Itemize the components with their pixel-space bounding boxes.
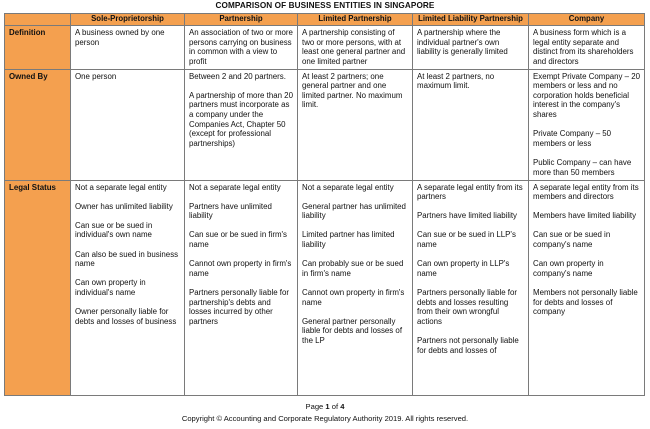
cell-paragraph: Public Company – can have more than 50 members	[533, 158, 632, 177]
cell-paragraph: Not a separate legal entity	[75, 182, 167, 192]
page-sep: of	[329, 402, 341, 411]
cell-paragraph: Can own property in company's name	[533, 259, 604, 278]
cell-paragraph: Not a separate legal entity	[302, 182, 394, 192]
cell-paragraph: Exempt Private Company – 20 members or less and no corporation holds beneficial interest in the company's shares	[533, 71, 641, 120]
cell-paragraph: Limited partner has limited liability	[302, 230, 395, 250]
row-label: Definition	[5, 26, 71, 70]
cell-paragraph: At least 2 partners, no maximum limit.	[417, 71, 495, 91]
cell-paragraph: Can also be sued in business name	[75, 249, 179, 269]
table-cell	[529, 180, 645, 395]
cell-paragraph: Can sue or be sued in individual's own name	[75, 220, 153, 240]
table-cell	[298, 69, 413, 180]
page-number	[0, 402, 650, 411]
cell-paragraph: Cannot own property in firm's name	[189, 259, 292, 278]
header-cell: Sole-Proprietorship	[71, 14, 185, 26]
cell-paragraph: Can sue or be sued in company's name	[533, 230, 611, 250]
cell-paragraph: Partners have limited liability	[417, 211, 517, 221]
table-cell	[413, 180, 529, 395]
table-row	[5, 26, 645, 70]
cell-paragraph: Owner has unlimited liability	[75, 201, 173, 211]
cell-paragraph: A partnership of more than 20 partners must incorporate as a company under the Companies Act, Chapter 50 (except for professional partnerships)	[189, 90, 293, 148]
table-cell	[413, 26, 529, 70]
page-prefix: Page	[305, 402, 326, 411]
table-cell	[185, 180, 298, 395]
table-row	[5, 180, 645, 395]
row-label: Owned By	[5, 69, 71, 180]
cell-paragraph: A business owned by one person	[75, 28, 165, 47]
cell-paragraph: Private Company – 50 members or less	[533, 129, 612, 148]
comparison-table	[4, 13, 645, 396]
header-cell: Company	[529, 14, 645, 26]
cell-paragraph: A business form which is a legal entity separate and distinct from its shareholders and directors	[533, 28, 634, 66]
table-row	[5, 69, 645, 180]
cell-paragraph: A partnership where the individual partner's own liability is generally limited	[417, 28, 508, 57]
table-cell	[529, 26, 645, 70]
cell-paragraph: At least 2 partners; one general partner and one limited partner. No maximum limit.	[302, 71, 403, 110]
table-cell	[298, 180, 413, 395]
table-cell	[413, 69, 529, 180]
cell-paragraph: Can probably sue or be sued in firm's name	[302, 259, 404, 278]
table-cell	[298, 26, 413, 70]
cell-paragraph: Partners personally liable for debts and losses resulting from their own wrongful actions	[417, 288, 517, 326]
cell-paragraph: General partner has unlimited liability	[302, 201, 406, 221]
cell-paragraph: Partners have unlimited liability	[189, 201, 272, 221]
cell-paragraph: A separate legal entity from its members and directors	[533, 182, 639, 202]
cell-paragraph: Can own property in individual's name	[75, 278, 146, 298]
table-cell	[71, 180, 185, 395]
cell-paragraph: Partners not personally liable for debts and losses of	[417, 336, 519, 355]
header-cell: Limited Liability Partnership	[413, 14, 529, 26]
header-cell	[5, 14, 71, 26]
cell-paragraph: An association of two or more persons carrying on business in common with a view to profit	[189, 28, 293, 66]
header-cell: Partnership	[185, 14, 298, 26]
header-cell: Limited Partnership	[298, 14, 413, 26]
cell-paragraph: One person	[75, 71, 117, 81]
cell-paragraph: Between 2 and 20 partners.	[189, 71, 286, 81]
cell-paragraph: A partnership consisting of two or more persons, with at least one general partner and one limited partner	[302, 28, 406, 66]
table-cell	[71, 26, 185, 70]
table-cell	[71, 69, 185, 180]
copyright-notice: Copyright © Accounting and Corporate Regulatory Authority 2019. All rights reserved.	[181, 414, 469, 423]
cell-paragraph: Can own property in LLP's name	[417, 259, 510, 278]
cell-paragraph: Partners personally liable for partnership's debts and losses incurred by other partners	[189, 288, 289, 326]
cell-paragraph: Members have limited liability	[533, 211, 637, 221]
header-row	[5, 14, 645, 26]
page-total: 4	[340, 402, 345, 411]
cell-paragraph: Cannot own property in firm's name	[302, 288, 405, 307]
table-cell	[529, 69, 645, 180]
table-cell	[185, 69, 298, 180]
cell-paragraph: General partner personally liable for debts and losses of the LP	[302, 316, 403, 346]
cell-paragraph: Not a separate legal entity	[189, 182, 281, 192]
cell-paragraph: Can sue or be sued in firm's name	[189, 230, 287, 250]
cell-paragraph: Can sue or be sued in LLP's name	[417, 230, 516, 250]
cell-paragraph: Owner personally liable for debts and losses of business	[75, 307, 177, 326]
cell-paragraph: A separate legal entity from its partners	[417, 182, 523, 202]
cell-paragraph: Members not personally liable for debts and losses of company	[533, 288, 638, 317]
row-label: Legal Status	[5, 180, 71, 395]
document-title: COMPARISON OF BUSINESS ENTITIES IN SINGAPORE	[215, 1, 435, 10]
table-cell	[185, 26, 298, 70]
page-current: 1	[325, 402, 330, 411]
